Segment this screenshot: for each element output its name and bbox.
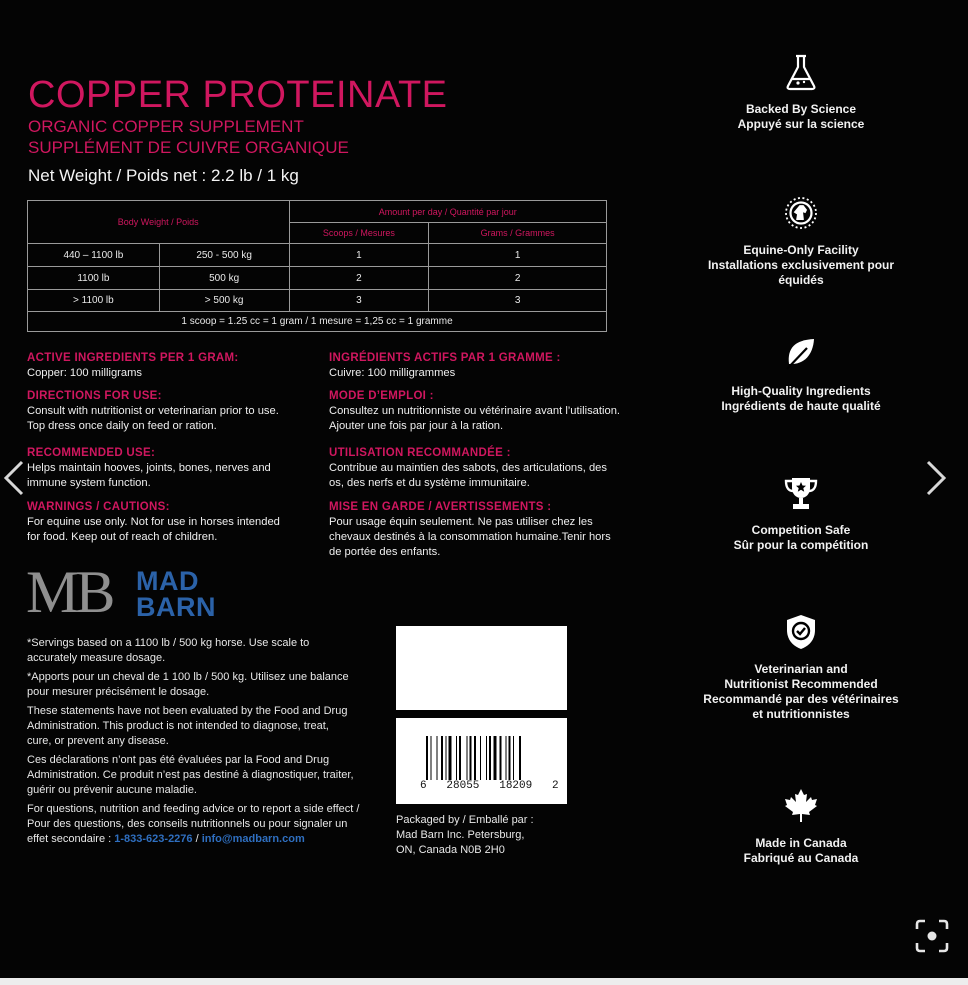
note-servings-fr: *Apports pour un cheval de 1 100 lb / 500 kg. Utilisez une balance pour mesurer précisément le dosage.: [27, 671, 349, 698]
barcode-image: [426, 736, 544, 780]
section-heading: RECOMMENDED USE:: [27, 447, 156, 459]
leaf-icon: [781, 334, 821, 374]
section-directions-fr: [329, 389, 620, 434]
table-header-scoops: Scoops / Mesures: [289, 223, 429, 244]
logo-word-mad: MAD: [136, 566, 199, 596]
feature-line: High-Quality Ingredients: [731, 384, 871, 398]
table-cell-grams: 3: [429, 290, 607, 312]
table-header-body-weight: Body Weight / Poids: [28, 201, 290, 244]
note-fda-en: These statements have not been evaluated by the Food and Drug Administration. This product is not intended to diagnose, treat, cure, or prevent any disease.: [27, 705, 348, 747]
product-title: COPPER PROTEINATE: [28, 74, 448, 116]
section-directions-en: [27, 389, 279, 434]
trophy-icon: [781, 473, 821, 513]
section-text: Helps maintain hooves, joints, bones, nerves and immune system function.: [27, 462, 271, 489]
note-fda-fr: Ces déclarations n’ont pas été évaluées par la Food and Drug Administration. Ce produit n’est pas destiné à diagnostiquer, traiter, guérir ou prévenir aucune maladie.: [27, 754, 354, 796]
feature-backed-by-science: [690, 52, 912, 132]
horse-badge-icon: [781, 193, 821, 233]
table-cell-lb: > 1100 lb: [28, 290, 160, 312]
section-active-ingredients-en: [27, 351, 239, 381]
feature-line: Fabriqué au Canada: [743, 851, 859, 865]
table-cell-kg: > 500 kg: [159, 290, 289, 312]
section-heading: MISE EN GARDE / AVERTISSEMENTS :: [329, 501, 552, 513]
packaged-by-text: Packaged by / Emballé par : Mad Barn Inc. Petersburg, ON, Canada N0B 2H0: [396, 814, 534, 856]
product-subtitle-en: ORGANIC COPPER SUPPLEMENT: [28, 117, 304, 136]
mad-barn-logo: [26, 559, 256, 626]
phone-link[interactable]: 1-833-623-2276: [114, 833, 193, 845]
section-heading: DIRECTIONS FOR USE:: [27, 390, 162, 402]
contact-separator: /: [192, 833, 202, 845]
section-warnings-fr: [329, 500, 611, 560]
table-cell-grams: 2: [429, 267, 607, 290]
flask-icon: [781, 52, 821, 92]
feature-competition-safe: [690, 473, 912, 553]
section-active-ingredients-fr: [329, 351, 561, 381]
table-footer-conversion: 1 scoop = 1.25 cc = 1 gram / 1 mesure = 1,25 cc = 1 gramme: [28, 312, 607, 332]
barcode-box: [396, 718, 567, 804]
feature-equine-only-facility: [690, 193, 912, 288]
feature-line: Equine-Only Facility: [743, 243, 859, 257]
section-text: Copper: 100 milligrams: [27, 367, 143, 379]
section-heading: INGRÉDIENTS ACTIFS PAR 1 GRAMME :: [329, 352, 561, 364]
blank-label-box: [396, 626, 567, 710]
maple-leaf-icon: [781, 786, 821, 826]
section-text: Contribue au maintien des sabots, des articulations, des os, des nerfs et du système immunitaire.: [329, 462, 607, 489]
section-recommended-use-en: [27, 446, 271, 491]
section-text: Consultez un nutritionniste ou vétérinaire avant l’utilisation. Ajouter une fois par jour à la ration.: [329, 405, 621, 432]
net-weight: Net Weight / Poids net : 2.2 lb / 1 kg: [28, 166, 299, 185]
table-cell-grams: 1: [429, 244, 607, 267]
logo-mark: MB: [26, 559, 112, 625]
feature-line: Ingrédients de haute qualité: [721, 399, 881, 413]
table-cell-scoops: 2: [289, 267, 429, 290]
next-image-arrow-icon[interactable]: [922, 458, 950, 498]
table-cell-lb: 440 – 1100 lb: [28, 244, 160, 267]
email-link[interactable]: info@madbarn.com: [201, 833, 305, 845]
shield-check-icon: [781, 612, 821, 652]
feature-line: Backed By Science: [745, 102, 857, 116]
table-cell-scoops: 3: [289, 290, 429, 312]
feature-line: Made in Canada: [755, 836, 847, 850]
section-text: Consult with nutritionist or veterinarian prior to use. Top dress once daily on feed or ration.: [27, 405, 279, 432]
feature-line: Appuyé sur la science: [737, 117, 865, 131]
note-servings-en: *Servings based on a 1100 lb / 500 kg horse. Use scale to accurately measure dosage.: [27, 637, 310, 664]
table-cell-scoops: 1: [289, 244, 429, 267]
section-text: Cuivre: 100 milligrammes: [329, 367, 456, 379]
feature-line: Competition Safe: [751, 523, 851, 537]
feature-line: Installations exclusivement pour équidés: [707, 258, 895, 287]
feature-high-quality-ingredients: [690, 334, 912, 414]
table-header-grams: Grams / Grammes: [429, 223, 607, 244]
barcode-digits: 6 28055 18209 2: [420, 780, 559, 792]
contact-info: [27, 802, 367, 847]
table-cell-lb: 1100 lb: [28, 267, 160, 290]
section-heading: MODE D’EMPLOI :: [329, 390, 434, 402]
logo-word-barn: BARN: [136, 592, 216, 622]
feature-line: Veterinarian and: [754, 662, 848, 676]
table-row: [28, 290, 607, 312]
feature-line: Nutritionist Recommended: [724, 677, 878, 691]
feature-line: Sûr pour la compétition: [733, 538, 869, 552]
product-subtitle-fr: SUPPLÉMENT DE CUIVRE ORGANIQUE: [28, 138, 349, 157]
section-heading: ACTIVE INGREDIENTS PER 1 GRAM:: [27, 352, 239, 364]
feature-line: Recommandé par des vétérinaires: [703, 692, 899, 706]
page-bottom-strip: [0, 978, 968, 985]
table-cell-kg: 250 - 500 kg: [159, 244, 289, 267]
table-header-amount: Amount per day / Quantité par jour: [289, 201, 607, 223]
contact-text: For questions, nutrition and feeding advice or to report a side effect / Pour des questions, des conseils nutritionnels ou pour signaler un effet secondaire :: [27, 803, 360, 845]
section-warnings-en: [27, 500, 280, 545]
feature-made-in-canada: [690, 786, 912, 866]
section-heading: WARNINGS / CAUTIONS:: [27, 501, 170, 513]
table-row: [28, 244, 607, 267]
table-row: [28, 267, 607, 290]
disclaimer-notes: [27, 636, 367, 851]
section-text: For equine use only. Not for use in horses intended for food. Keep out of reach of children.: [27, 516, 280, 543]
feature-vet-recommended: [690, 612, 912, 722]
section-text: Pour usage équin seulement. Ne pas utiliser chez les chevaux destinés à la consommation humaine.Tenir hors de portée des enfants.: [329, 516, 611, 558]
feature-line: et nutritionnistes: [752, 707, 850, 721]
dosage-table: [27, 200, 607, 332]
table-cell-kg: 500 kg: [159, 267, 289, 290]
expand-image-icon[interactable]: [914, 918, 950, 954]
section-recommended-use-fr: [329, 446, 607, 491]
section-heading: UTILISATION RECOMMANDÉE :: [329, 447, 511, 459]
previous-image-arrow-icon[interactable]: [0, 458, 28, 498]
